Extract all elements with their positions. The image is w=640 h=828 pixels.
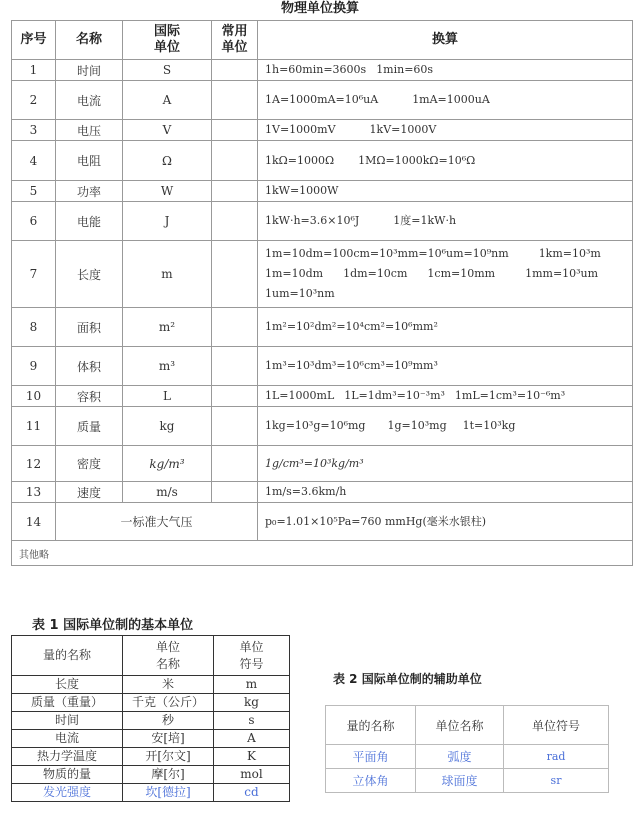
row-conversion: 1kW·h=3.6×10⁶J 1度=1kW·h	[258, 202, 633, 241]
table-row	[12, 503, 633, 541]
table-row	[12, 407, 633, 446]
unit-symbol: A	[214, 730, 290, 748]
row-common	[212, 347, 258, 386]
table-row	[12, 766, 290, 784]
unit-symbol-link[interactable]: cd	[214, 784, 290, 802]
table-row	[12, 446, 633, 482]
quantity: 物质的量	[12, 766, 123, 784]
table-row	[12, 202, 633, 241]
quantity-link[interactable]: 平面角	[326, 745, 416, 769]
table1-title: 表 1 国际单位制的基本单位	[32, 618, 194, 633]
table-row	[326, 769, 609, 793]
table-row	[12, 181, 633, 202]
row-name: 面积	[56, 308, 123, 347]
row-conversion: 1m=10dm=100cm=10³mm=10⁶um=10⁹nm 1km=10³m 1m=10dm 1dm=10cm 1cm=10mm 1mm=10³um 1um=10³nm	[258, 241, 633, 308]
row-si: m	[123, 241, 212, 308]
header-unit-symbol: 单位 符号	[214, 636, 290, 676]
row-conversion: 1L=1000mL 1L=1dm³=10⁻³m³ 1mL=1cm³=10⁻⁶m³	[258, 386, 633, 407]
row-name: 长度	[56, 241, 123, 308]
row-si: J	[123, 202, 212, 241]
quantity-link[interactable]: 发光强度	[12, 784, 123, 802]
row-no: 4	[12, 141, 56, 181]
row-conversion: 1m²=10²dm²=10⁴cm²=10⁶mm²	[258, 308, 633, 347]
table-row	[12, 784, 290, 802]
row-no: 13	[12, 482, 56, 503]
unit-name: 摩[尔]	[123, 766, 214, 784]
row-si: kg	[123, 407, 212, 446]
table-row	[12, 694, 290, 712]
quantity: 时间	[12, 712, 123, 730]
header-quantity: 量的名称	[12, 636, 123, 676]
page-title: 物理单位换算	[280, 1, 359, 16]
row-common	[212, 141, 258, 181]
row-common	[212, 181, 258, 202]
unit-symbol: kg	[214, 694, 290, 712]
header-conversion: 换算	[258, 21, 633, 60]
unit-name: 开[尔文]	[123, 748, 214, 766]
row-conversion: 1V=1000mV 1kV=1000V	[258, 120, 633, 141]
row-si: m/s	[123, 482, 212, 503]
table-header-row	[12, 636, 290, 676]
header-unit-symbol: 单位符号	[504, 706, 609, 745]
table-row	[326, 745, 609, 769]
row-common	[212, 81, 258, 120]
header-quantity: 量的名称	[326, 706, 416, 745]
unit-name: 米	[123, 676, 214, 694]
row-no: 6	[12, 202, 56, 241]
unit-name-link[interactable]: 坎[德拉]	[123, 784, 214, 802]
table-row	[12, 60, 633, 81]
unit-conversion-table	[11, 20, 633, 566]
table-header-row	[12, 21, 633, 60]
table-row	[12, 241, 633, 308]
table-row	[12, 482, 633, 503]
row-common	[212, 482, 258, 503]
row-si: W	[123, 181, 212, 202]
quantity: 电流	[12, 730, 123, 748]
row-name: 速度	[56, 482, 123, 503]
row-conversion: p₀=1.01×10⁵Pa=760 mmHg(毫米水银柱)	[258, 503, 633, 541]
row-name: 体积	[56, 347, 123, 386]
row-name: 时间	[56, 60, 123, 81]
row-name: 电能	[56, 202, 123, 241]
table-row	[12, 308, 633, 347]
header-no: 序号	[12, 21, 56, 60]
row-name: 一标准大气压	[56, 503, 258, 541]
row-conversion: 1kW=1000W	[258, 181, 633, 202]
table-row	[12, 386, 633, 407]
row-name: 电流	[56, 81, 123, 120]
table-row	[12, 81, 633, 120]
row-name: 密度	[56, 446, 123, 482]
row-no: 7	[12, 241, 56, 308]
row-no: 8	[12, 308, 56, 347]
row-si: Ω	[123, 141, 212, 181]
row-conversion: 1m/s=3.6km/h	[258, 482, 633, 503]
table-row	[12, 676, 290, 694]
row-conversion: 1g/cm³=10³kg/m³	[258, 446, 633, 482]
row-conversion: 1h=60min=3600s 1min=60s	[258, 60, 633, 81]
quantity: 热力学温度	[12, 748, 123, 766]
header-name: 名称	[56, 21, 123, 60]
unit-symbol-link[interactable]: sr	[504, 769, 609, 793]
row-si: S	[123, 60, 212, 81]
si-base-units-table	[11, 635, 290, 802]
row-name: 容积	[56, 386, 123, 407]
table-header-row	[326, 706, 609, 745]
row-no: 9	[12, 347, 56, 386]
unit-name-link[interactable]: 弧度	[416, 745, 504, 769]
row-no: 12	[12, 446, 56, 482]
header-unit-name: 单位名称	[416, 706, 504, 745]
row-si: kg/m³	[123, 446, 212, 482]
row-si: V	[123, 120, 212, 141]
table-row	[12, 141, 633, 181]
table-row	[12, 120, 633, 141]
table-row	[12, 347, 633, 386]
row-no: 14	[12, 503, 56, 541]
row-common	[212, 407, 258, 446]
row-no: 10	[12, 386, 56, 407]
row-si: A	[123, 81, 212, 120]
row-no: 3	[12, 120, 56, 141]
row-common	[212, 202, 258, 241]
row-no: 2	[12, 81, 56, 120]
table-row	[12, 730, 290, 748]
unit-symbol: m	[214, 676, 290, 694]
row-common	[212, 446, 258, 482]
table-row	[12, 748, 290, 766]
unit-symbol: s	[214, 712, 290, 730]
header-unit-name: 单位 名称	[123, 636, 214, 676]
unit-symbol-link[interactable]: rad	[504, 745, 609, 769]
row-no: 11	[12, 407, 56, 446]
note-text: 其他略	[12, 541, 633, 566]
quantity-link[interactable]: 立体角	[326, 769, 416, 793]
header-common-unit: 常用 单位	[212, 21, 258, 60]
row-conversion: 1m³=10³dm³=10⁶cm³=10⁹mm³	[258, 347, 633, 386]
row-conversion: 1A=1000mA=10⁶uA 1mA=1000uA	[258, 81, 633, 120]
row-si: m²	[123, 308, 212, 347]
row-conversion: 1kg=10³g=10⁶mg 1g=10³mg 1t=10³kg	[258, 407, 633, 446]
si-supplementary-units-table	[325, 705, 609, 793]
row-conversion: 1kΩ=1000Ω 1MΩ=1000kΩ=10⁶Ω	[258, 141, 633, 181]
row-common	[212, 308, 258, 347]
row-no: 1	[12, 60, 56, 81]
unit-name-link[interactable]: 球面度	[416, 769, 504, 793]
table2-title: 表 2 国际单位制的辅助单位	[333, 672, 482, 686]
row-common	[212, 60, 258, 81]
header-si-unit: 国际 单位	[123, 21, 212, 60]
row-si: m³	[123, 347, 212, 386]
quantity: 长度	[12, 676, 123, 694]
row-common	[212, 386, 258, 407]
unit-symbol: mol	[214, 766, 290, 784]
row-no: 5	[12, 181, 56, 202]
row-common	[212, 241, 258, 308]
row-name: 质量	[56, 407, 123, 446]
table-row	[12, 712, 290, 730]
unit-name: 安[培]	[123, 730, 214, 748]
row-si: L	[123, 386, 212, 407]
unit-name: 千克（公斤）	[123, 694, 214, 712]
note-row	[12, 541, 633, 566]
unit-name: 秒	[123, 712, 214, 730]
row-name: 电阻	[56, 141, 123, 181]
unit-symbol: K	[214, 748, 290, 766]
row-common	[212, 120, 258, 141]
row-name: 功率	[56, 181, 123, 202]
row-name: 电压	[56, 120, 123, 141]
quantity: 质量（重量）	[12, 694, 123, 712]
